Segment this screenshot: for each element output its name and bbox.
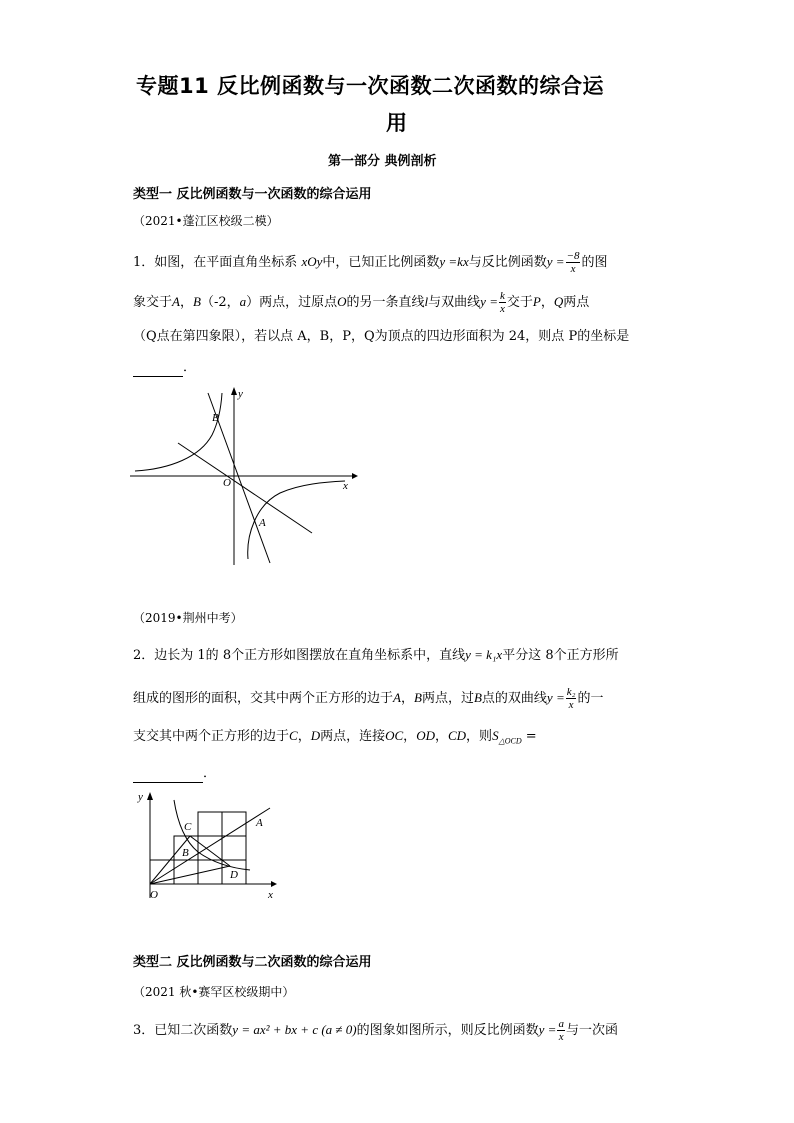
q2-frac-den: x (568, 699, 574, 711)
q3-frac-den: x (558, 1031, 564, 1043)
q1-var: B (192, 294, 201, 309)
q2-var: OC (385, 728, 404, 743)
q3-text: 已知二次函数 (154, 1023, 233, 1038)
q1-source: （2021•蓬江区校级二模） (133, 214, 279, 228)
q2-var: C (289, 728, 298, 743)
q1-figure (130, 385, 360, 567)
q2-var: B (413, 690, 422, 705)
q1-text: ． (183, 360, 197, 375)
type1-heading: 类型一 反比例函数与一次函数的综合运用 (133, 187, 372, 202)
q2-line1 (133, 647, 619, 664)
q3-text: 的图象如图所示，则反比例函数 (356, 1023, 539, 1038)
q3-source: （2021 秋•赛罕区校级期中） (133, 985, 295, 999)
q2-text: ，则 (466, 729, 493, 744)
q2-text: 的一 (577, 691, 604, 706)
q3-text: 与一次函 (565, 1023, 618, 1038)
q2-eq-y: y = (546, 690, 565, 705)
q2-line3 (133, 728, 537, 750)
q1-text: 如图，在平面直角坐标系 (154, 255, 298, 270)
q1-text: （-2， (200, 295, 240, 310)
q2-var: D (310, 728, 321, 743)
q2-text: 边长为 1的 8个正方形如图摆放在直角坐标系中，直线 (154, 648, 466, 663)
q2-text: ， (297, 729, 311, 744)
q1-text: 的图 (581, 255, 608, 270)
q2-text: 两点，连接 (320, 729, 386, 744)
q2-eq-k1x: y = k₁x (465, 647, 503, 662)
label-A: A (256, 817, 263, 829)
label-C: C (184, 821, 192, 833)
line-l (178, 443, 312, 533)
q1-number: 1． (133, 255, 155, 270)
q1-line1 (133, 250, 608, 275)
q2-figure (130, 786, 280, 906)
q1-frac2-num: k (499, 290, 505, 302)
q1-eq-y: y = (480, 294, 498, 309)
q1-text: 象交于 (133, 295, 173, 310)
q2-text: ， (400, 691, 414, 706)
q2-source: （2019•荆州中考） (133, 611, 243, 625)
label-B: B (182, 847, 189, 859)
q1-line2 (133, 290, 589, 315)
q1-text: 的另一条直线 (346, 295, 425, 310)
y-axis-arrow (231, 387, 237, 395)
q1-xoy: xOy (301, 254, 323, 269)
q2-var: S (492, 728, 499, 743)
q2-var: OD (416, 728, 435, 743)
q1-text: 与反比例函数 (468, 255, 547, 270)
q2-line2 (133, 686, 603, 711)
q1-var: l (424, 294, 429, 309)
q2-frac-num: k₂ (566, 686, 576, 698)
q2-text: 支交其中两个正方形的边于 (133, 729, 290, 744)
q2-text: ． (203, 766, 217, 781)
part-heading: 第一部分 典例剖析 (328, 154, 437, 169)
label-O: O (223, 477, 231, 489)
segment-CD (190, 836, 230, 866)
q1-text: ， (540, 295, 554, 310)
label-y: y (238, 388, 243, 400)
q1-frac2-den: x (499, 303, 505, 315)
q1-text: 中，已知正比例函数 (322, 255, 440, 270)
x-axis-arrow (352, 473, 358, 479)
q3-frac-num: a (558, 1018, 564, 1030)
label-O: O (150, 889, 158, 901)
q1-var: Q (553, 294, 564, 309)
answer-blank[interactable] (133, 766, 203, 783)
q2-text: ， (434, 729, 448, 744)
q2-text: 两点，过 (421, 691, 474, 706)
label-y: y (138, 791, 143, 803)
q1-text: 与双曲线 (428, 295, 481, 310)
page-title-line2: 用 (386, 111, 408, 135)
q1-frac1-num: −8 (566, 250, 580, 262)
q2-text: 组成的图形的面积，交其中两个正方形的边于 (133, 691, 394, 706)
q1-eq-y: y = (546, 254, 565, 269)
hyperbola-branch-upper (135, 393, 222, 471)
q2-text: ， (403, 729, 417, 744)
q2-fraction (566, 686, 577, 711)
q2-line4 (133, 766, 216, 783)
answer-blank[interactable] (133, 360, 183, 377)
q2-number: 2． (133, 648, 155, 663)
q3-fraction (557, 1018, 565, 1043)
q1-text: 交于 (506, 295, 533, 310)
q2-var: A (393, 690, 401, 705)
label-A: A (259, 517, 266, 529)
q1-text: ）两点，过原点 (246, 295, 338, 310)
q1-line4 (133, 360, 196, 377)
q3-line1 (133, 1018, 618, 1043)
q1-frac1-den: x (570, 263, 576, 275)
label-x: x (343, 480, 348, 492)
q3-eq-quadratic: y = ax² + bx + c (a ≠ 0) (232, 1022, 357, 1037)
label-B: B (212, 412, 219, 424)
q1-line3: （Q点在第四象限），若以点 A，B，P，Q为顶点的四边形面积为 24，则点 P的坐标是 (133, 329, 630, 344)
label-D: D (230, 869, 238, 881)
q1-text: ， (179, 295, 193, 310)
q1-fraction-2 (499, 290, 506, 315)
q1-text: 两点 (563, 295, 590, 310)
y-axis-arrow (147, 792, 153, 800)
label-x: x (268, 889, 273, 901)
q2-text: 平分这 8个正方形所 (502, 648, 619, 663)
q1-var: P (532, 294, 541, 309)
q3-number: 3． (133, 1023, 155, 1038)
q3-eq-y: y = (538, 1022, 557, 1037)
segment-OD (150, 866, 230, 884)
q1-var: O (337, 294, 347, 309)
q1-var: A (172, 294, 180, 309)
type2-heading: 类型二 反比例函数与二次函数的综合运用 (133, 955, 372, 970)
q2-var: B (473, 690, 482, 705)
q1-fraction-1 (566, 250, 581, 275)
q2-var: CD (447, 728, 467, 743)
q2-text: = (521, 729, 537, 744)
q1-eq-kx: y =kx (439, 254, 469, 269)
x-axis-arrow (271, 881, 277, 887)
q2-subscript: △OCD (498, 736, 522, 746)
q1-var: a (239, 294, 247, 309)
page-title-line1: 专题11 反比例函数与一次函数二次函数的综合运 (136, 74, 605, 98)
q2-text: 点的双曲线 (481, 691, 547, 706)
line-k1x (150, 808, 270, 884)
